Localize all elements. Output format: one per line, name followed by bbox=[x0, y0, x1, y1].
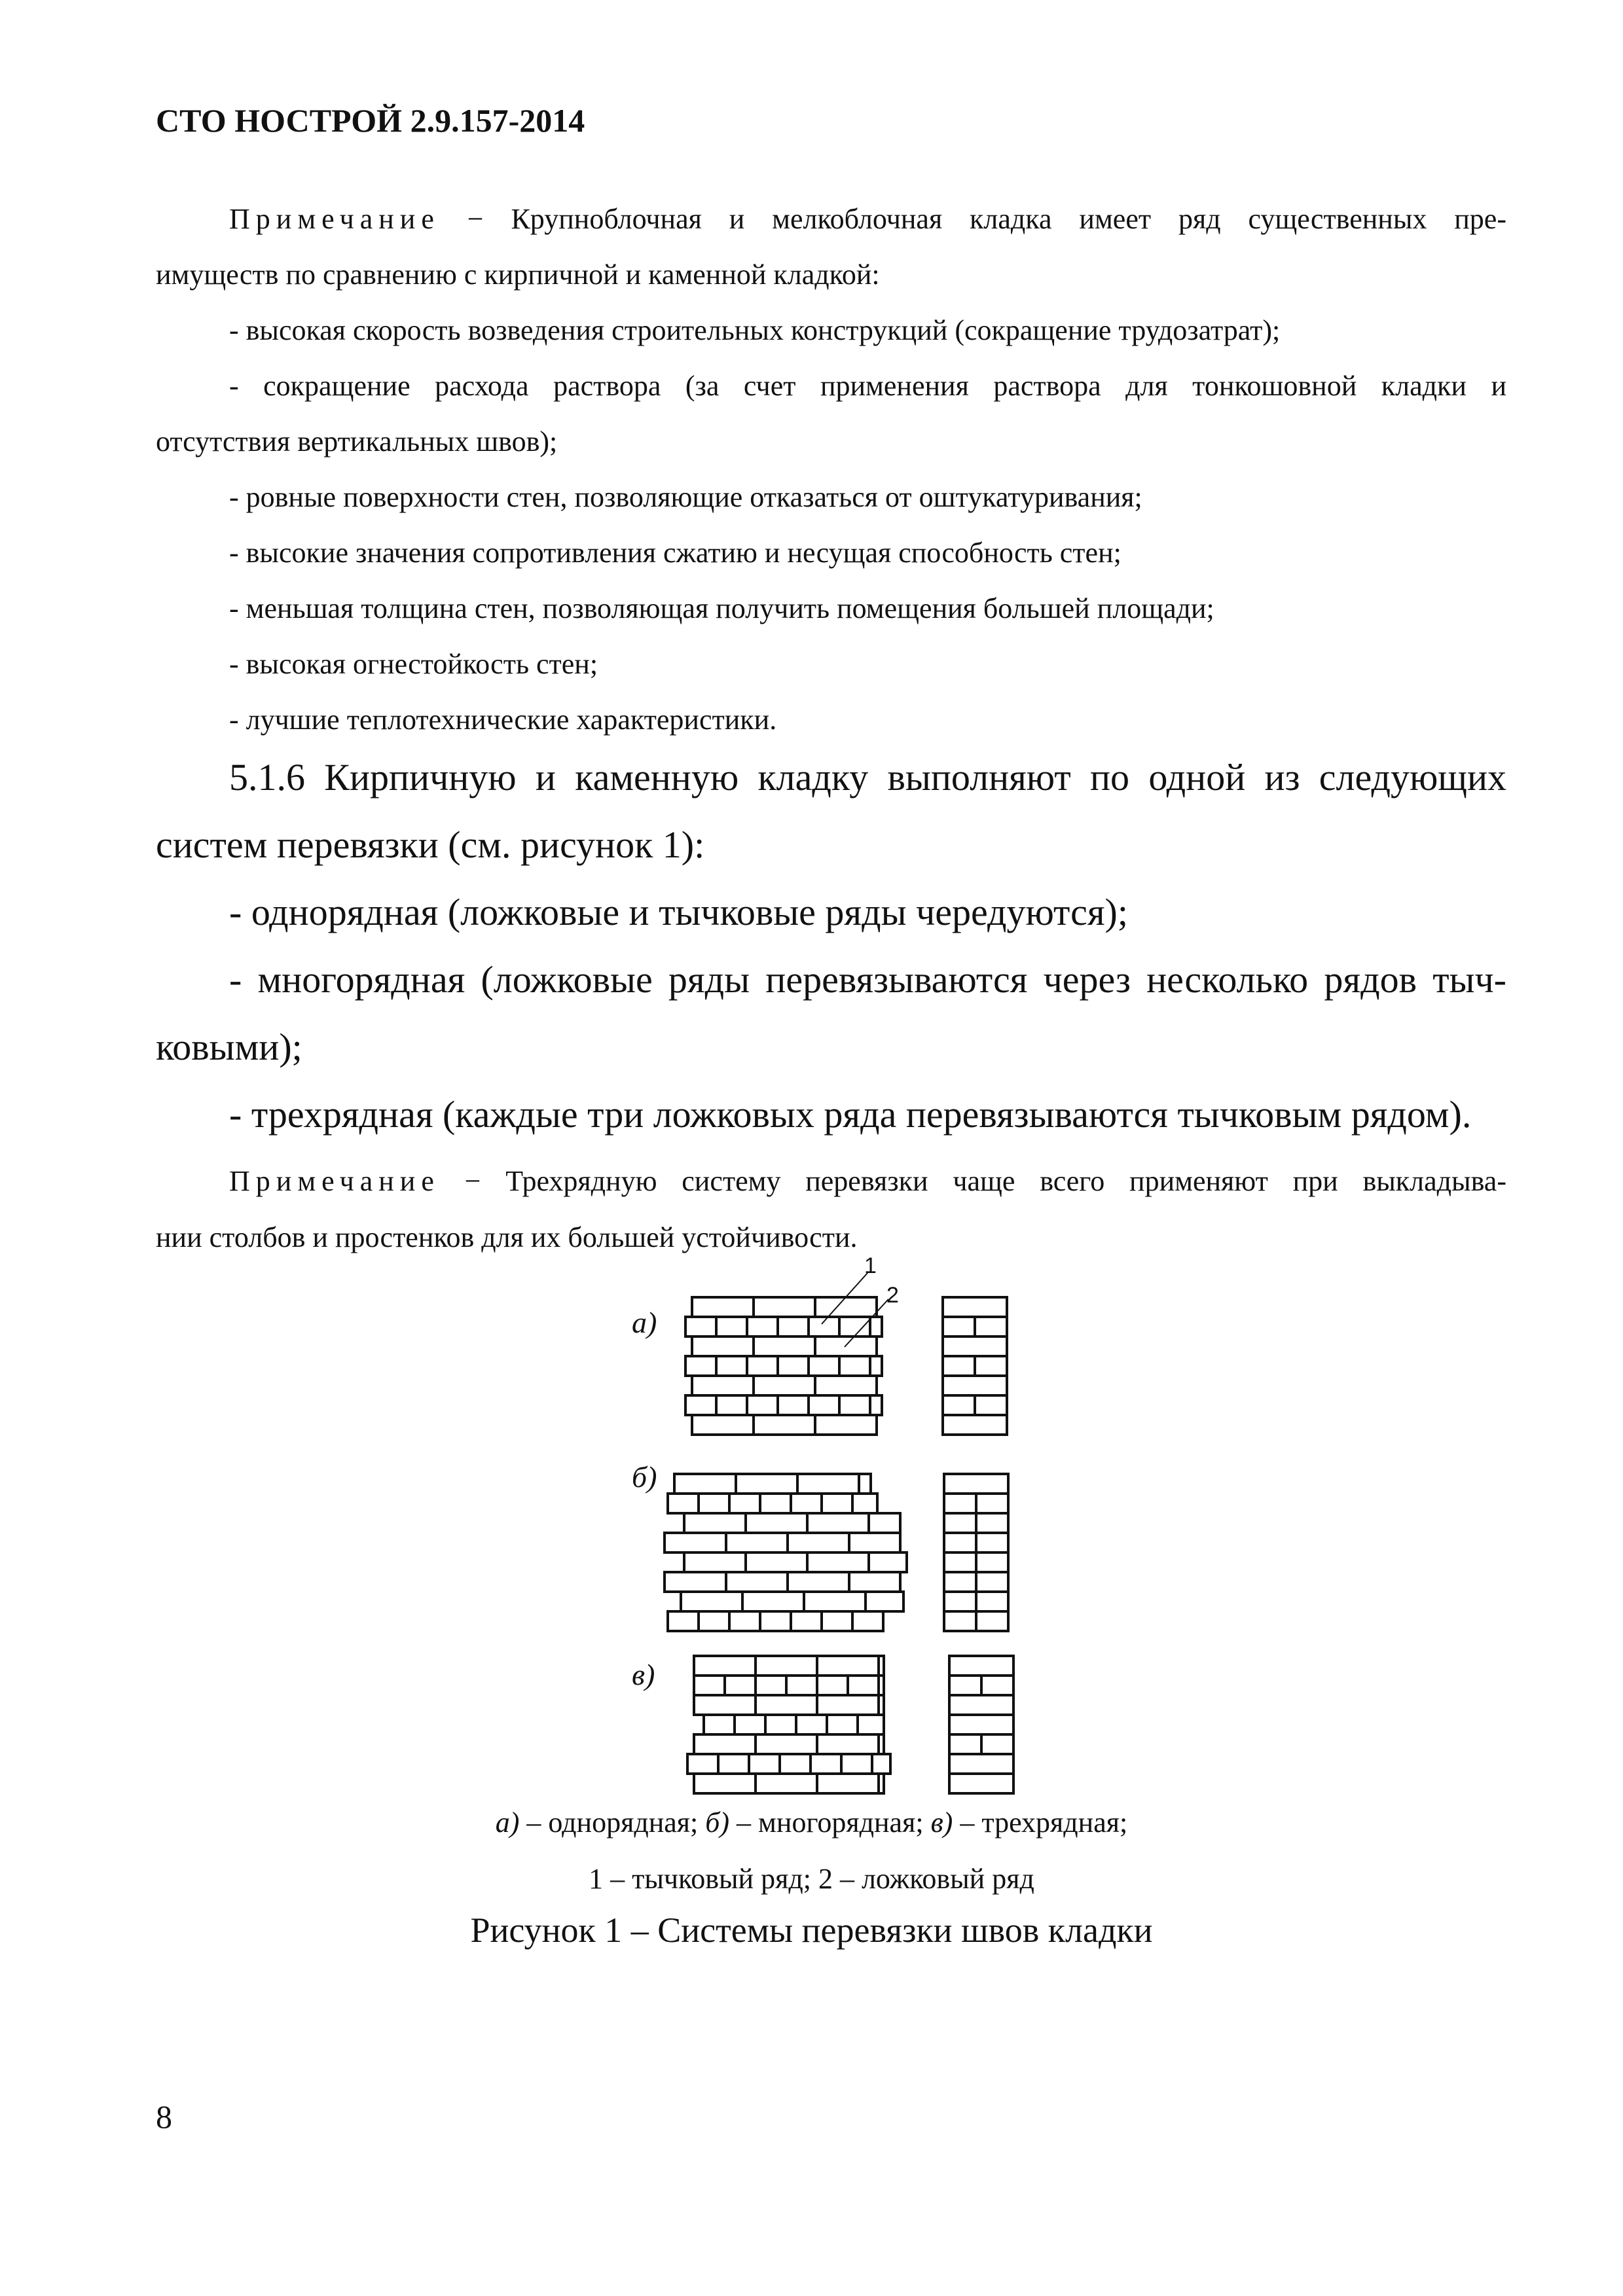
figure-label-b: б) bbox=[632, 1460, 657, 1494]
brick bbox=[943, 1415, 1007, 1435]
brick bbox=[754, 1336, 815, 1356]
brick bbox=[778, 1395, 809, 1415]
brick bbox=[726, 1533, 788, 1552]
brick bbox=[944, 1552, 976, 1572]
brick bbox=[944, 1611, 976, 1631]
brick bbox=[725, 1676, 756, 1695]
brick bbox=[944, 1474, 1008, 1494]
brick bbox=[981, 1734, 1013, 1754]
brick bbox=[756, 1676, 786, 1695]
brick bbox=[786, 1676, 817, 1695]
note2-label: Примечание bbox=[229, 1165, 440, 1197]
figure-legend-line1: а) – однорядная; б) – многорядная; в) – трехрядная; bbox=[495, 1806, 1128, 1839]
brick bbox=[704, 1715, 735, 1734]
brick bbox=[976, 1494, 1008, 1513]
brick bbox=[718, 1754, 749, 1774]
brick bbox=[975, 1395, 1007, 1415]
brick bbox=[949, 1695, 1013, 1715]
brick bbox=[791, 1494, 822, 1513]
brick bbox=[674, 1474, 736, 1494]
brick bbox=[685, 1356, 716, 1376]
brick bbox=[778, 1356, 809, 1376]
brick bbox=[869, 1513, 900, 1533]
brick bbox=[685, 1395, 716, 1415]
brick bbox=[735, 1715, 765, 1734]
brick bbox=[729, 1494, 760, 1513]
brick bbox=[849, 1533, 900, 1552]
brick bbox=[949, 1676, 981, 1695]
brick bbox=[736, 1474, 797, 1494]
brick bbox=[859, 1474, 871, 1494]
advantage-item: - высокие значения сопротивления сжатию и несущая способность стен; bbox=[229, 537, 1122, 569]
brick bbox=[756, 1695, 817, 1715]
document-header: СТО НОСТРОЙ 2.9.157-2014 bbox=[156, 102, 585, 139]
brick bbox=[866, 1592, 903, 1611]
note1-line2: имуществ по сравнению с кирпичной и каменной кладкой: bbox=[156, 259, 880, 291]
brick bbox=[754, 1297, 815, 1317]
brick bbox=[692, 1376, 754, 1395]
brick bbox=[692, 1297, 754, 1317]
advantage-item: - ровные поверхности стен, позволяющие отказаться от оштукатуривания; bbox=[229, 481, 1142, 513]
brick bbox=[949, 1715, 1013, 1734]
bond-b-wall bbox=[665, 1474, 907, 1631]
brick bbox=[681, 1592, 742, 1611]
note2-line1: Примечание − Трехрядную систему перевязки чаще всего применяют при выкладыва- bbox=[229, 1165, 1506, 1197]
brick bbox=[729, 1611, 760, 1631]
brick bbox=[976, 1533, 1008, 1552]
brick bbox=[716, 1395, 747, 1415]
brick bbox=[694, 1774, 756, 1793]
brick bbox=[976, 1552, 1008, 1572]
brick bbox=[827, 1715, 858, 1734]
brick bbox=[797, 1474, 859, 1494]
brick bbox=[747, 1317, 778, 1336]
brick bbox=[804, 1592, 866, 1611]
brick bbox=[817, 1734, 879, 1754]
brick bbox=[839, 1356, 870, 1376]
brick bbox=[981, 1676, 1013, 1695]
brick bbox=[788, 1533, 849, 1552]
brick bbox=[747, 1356, 778, 1376]
brick bbox=[788, 1572, 849, 1592]
brick bbox=[944, 1533, 976, 1552]
brick bbox=[839, 1317, 870, 1336]
brick bbox=[822, 1494, 852, 1513]
brick bbox=[817, 1676, 848, 1695]
brick bbox=[756, 1656, 817, 1676]
brick bbox=[809, 1317, 839, 1336]
bond-v-section bbox=[949, 1656, 1013, 1793]
brick bbox=[879, 1676, 884, 1695]
brick bbox=[760, 1494, 791, 1513]
advantage-item: - лучшие теплотехнические характеристики. bbox=[229, 704, 777, 736]
brick bbox=[699, 1494, 729, 1513]
brick bbox=[976, 1572, 1008, 1592]
brick bbox=[852, 1611, 883, 1631]
brick bbox=[815, 1415, 877, 1435]
brick bbox=[815, 1376, 877, 1395]
brick bbox=[694, 1656, 756, 1676]
brick bbox=[665, 1533, 726, 1552]
brick bbox=[780, 1754, 811, 1774]
section-paragraph-line1: 5.1.6 Кирпичную и каменную кладку выполняют по одной из следующих bbox=[229, 756, 1506, 798]
brick bbox=[687, 1754, 718, 1774]
system-item-multi-row: - многорядная (ложковые ряды перевязываются через несколько рядов тыч- bbox=[229, 958, 1506, 1001]
figure-label-a: а) bbox=[632, 1306, 657, 1339]
brick bbox=[944, 1592, 976, 1611]
brick bbox=[944, 1513, 976, 1533]
brick bbox=[817, 1774, 879, 1793]
brick bbox=[760, 1611, 791, 1631]
advantage-item: - высокая огнестойкость стен; bbox=[229, 648, 598, 680]
brick bbox=[791, 1611, 822, 1631]
brick bbox=[754, 1415, 815, 1435]
brick bbox=[694, 1734, 756, 1754]
brick bbox=[949, 1774, 1013, 1793]
bond-a-section bbox=[943, 1297, 1007, 1435]
brick bbox=[949, 1656, 1013, 1676]
brick bbox=[976, 1513, 1008, 1533]
callout-label-2: 2 bbox=[886, 1283, 899, 1308]
note1-label: Примечание bbox=[229, 203, 440, 235]
brick bbox=[975, 1356, 1007, 1376]
brick bbox=[943, 1356, 975, 1376]
brick bbox=[796, 1715, 827, 1734]
section-paragraph-line2: систем перевязки (см. рисунок 1): bbox=[156, 823, 705, 866]
brick bbox=[976, 1592, 1008, 1611]
brick bbox=[943, 1395, 975, 1415]
brick bbox=[949, 1734, 981, 1754]
brick bbox=[749, 1754, 780, 1774]
brick bbox=[848, 1676, 879, 1695]
brick bbox=[943, 1376, 1007, 1395]
brick bbox=[943, 1297, 1007, 1317]
brick bbox=[754, 1376, 815, 1395]
brick bbox=[756, 1734, 817, 1754]
brick bbox=[870, 1395, 882, 1415]
note1-line1: Примечание − Крупноблочная и мелкоблочная кладка имеет ряд существенных пре- bbox=[229, 203, 1506, 235]
brick bbox=[742, 1592, 804, 1611]
advantage-item: - сокращение расхода раствора (за счет применения раствора для тонкошовной кладки и bbox=[229, 370, 1506, 402]
brick bbox=[765, 1715, 796, 1734]
brick bbox=[756, 1774, 817, 1793]
brick bbox=[879, 1734, 884, 1754]
brick bbox=[692, 1336, 754, 1356]
brick bbox=[694, 1676, 725, 1695]
system-item-single-row: - однорядная (ложковые и тычковые ряды чередуются); bbox=[229, 891, 1128, 933]
brick bbox=[716, 1317, 747, 1336]
system-item-multi-row-continuation: ковыми); bbox=[156, 1026, 302, 1068]
brick bbox=[684, 1552, 746, 1572]
advantage-item: - высокая скорость возведения строительных конструкций (сокращение трудозатрат); bbox=[229, 314, 1281, 346]
brick bbox=[685, 1317, 716, 1336]
brick bbox=[949, 1754, 1013, 1774]
brick bbox=[668, 1611, 699, 1631]
brick bbox=[872, 1754, 890, 1774]
brick bbox=[879, 1656, 884, 1676]
figure-label-v: в) bbox=[632, 1658, 655, 1691]
note2-line2: нии столбов и простенков для их большей устойчивости. bbox=[156, 1221, 858, 1253]
brick bbox=[869, 1552, 907, 1572]
brick bbox=[944, 1494, 976, 1513]
brick bbox=[747, 1395, 778, 1415]
brick bbox=[943, 1336, 1007, 1356]
brick bbox=[870, 1317, 882, 1336]
brick bbox=[807, 1552, 869, 1572]
brick bbox=[849, 1572, 900, 1592]
brick bbox=[817, 1656, 879, 1676]
bond-b-section bbox=[944, 1474, 1008, 1631]
brick bbox=[746, 1513, 807, 1533]
brick bbox=[694, 1695, 756, 1715]
bond-a-wall bbox=[685, 1297, 882, 1435]
brick bbox=[879, 1695, 884, 1715]
advantage-item-continuation: отсутствия вертикальных швов); bbox=[156, 425, 558, 457]
brick bbox=[684, 1513, 746, 1533]
brick bbox=[716, 1356, 747, 1376]
brick bbox=[746, 1552, 807, 1572]
brick bbox=[822, 1611, 852, 1631]
figure-legend-line2: 1 – тычковый ряд; 2 – ложковый ряд bbox=[589, 1863, 1034, 1895]
brick bbox=[858, 1715, 884, 1734]
bond-v-wall bbox=[687, 1656, 890, 1793]
system-item-three-row: - трехрядная (каждые три ложковых ряда перевязываются тычковым рядом). bbox=[229, 1093, 1472, 1136]
brick bbox=[841, 1754, 872, 1774]
brick bbox=[811, 1754, 841, 1774]
brick bbox=[944, 1572, 976, 1592]
brick bbox=[852, 1494, 877, 1513]
brick bbox=[975, 1317, 1007, 1336]
brick bbox=[870, 1356, 882, 1376]
brick bbox=[726, 1572, 788, 1592]
brick bbox=[817, 1695, 879, 1715]
figure-caption: Рисунок 1 – Системы перевязки швов кладки bbox=[470, 1910, 1153, 1950]
brick bbox=[879, 1774, 884, 1793]
brick bbox=[839, 1395, 870, 1415]
brick bbox=[692, 1415, 754, 1435]
callout-label-1: 1 bbox=[864, 1253, 877, 1278]
brick bbox=[943, 1317, 975, 1336]
brick bbox=[668, 1494, 699, 1513]
brick bbox=[665, 1572, 726, 1592]
brick bbox=[807, 1513, 869, 1533]
brick bbox=[809, 1395, 839, 1415]
brick bbox=[976, 1611, 1008, 1631]
brick bbox=[778, 1317, 809, 1336]
brick bbox=[809, 1356, 839, 1376]
page-number: 8 bbox=[156, 2098, 172, 2135]
brick bbox=[699, 1611, 729, 1631]
advantage-item: - меньшая толщина стен, позволяющая получить помещения большей площади; bbox=[229, 592, 1214, 624]
brick bbox=[815, 1297, 877, 1317]
